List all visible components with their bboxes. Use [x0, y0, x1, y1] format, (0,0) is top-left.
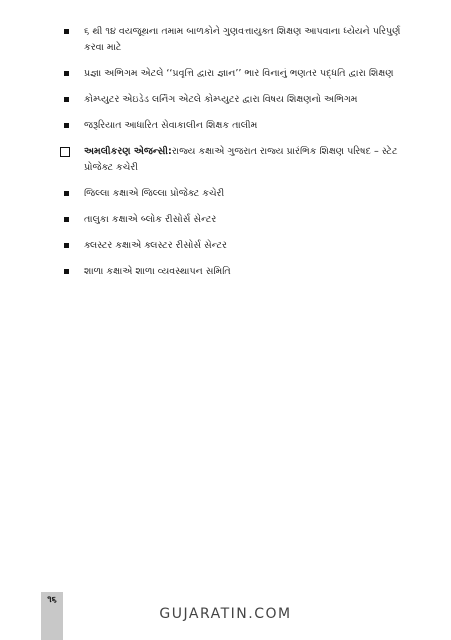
- sub-bullet-item: [62, 186, 422, 202]
- bullet-text: શાળા કક્ષાએ શાળા વ્યવસ્થાપન સમિતિ: [84, 266, 231, 277]
- sub-bullet-item: [62, 212, 422, 228]
- square-bullet-icon: [64, 191, 69, 196]
- square-bullet-icon: [64, 29, 69, 34]
- bullet-item: [62, 66, 422, 82]
- square-bullet-icon: [64, 243, 69, 248]
- page-content: [62, 24, 422, 290]
- agency-text: રાજ્ય કક્ષાએ ગુજરાત રાજ્ય પ્રારંભિક શિક્ષણ પરિષદ – સ્ટેટ પ્રોજેક્ટ કચેરી: [84, 146, 398, 173]
- square-bullet-icon: [64, 217, 69, 222]
- square-bullet-icon: [64, 71, 69, 76]
- agency-item: [62, 144, 422, 176]
- page-number: ૧૬: [47, 595, 57, 605]
- square-bullet-icon: [64, 123, 69, 128]
- bullet-item: [62, 92, 422, 108]
- agency-label: અમલીકરણ એજન્સી:: [84, 146, 172, 157]
- sub-bullet-item: [62, 238, 422, 254]
- watermark-text: GUJARATIN.COM: [159, 606, 292, 622]
- bullet-text: પ્રજ્ઞા અભિગમ એટલે ‘‘પ્રવૃત્તિ દ્વારા જ્ઞાન’’ ભાર વિનાનું ભણતર પદ્ધતિ દ્વારા શિક્ષણ: [84, 68, 394, 79]
- bullet-text: ૬ થી ૧૪ વયજૂથના તમામ બાળકોને ગુણવત્તાયુક્ત શિક્ષણ આપવાના ધ્યેયને પરિપુર્ણ કરવા માટે: [84, 26, 401, 53]
- checkbox-bullet-icon: [60, 147, 70, 157]
- bullet-item: [62, 118, 422, 134]
- bullet-text: જિલ્લા કક્ષાએ જિલ્લા પ્રોજેક્ટ કચેરી: [84, 188, 225, 199]
- sub-bullet-item: [62, 264, 422, 280]
- square-bullet-icon: [64, 97, 69, 102]
- square-bullet-icon: [64, 269, 69, 274]
- bullet-item: [62, 24, 422, 56]
- bullet-text: ક્લસ્ટર કક્ષાએ ક્લસ્ટર રીસોર્સ સેન્ટર: [84, 240, 227, 251]
- bullet-text: તાલુકા કક્ષાએ બ્લોક રીસોર્સ સેન્ટર: [84, 214, 217, 225]
- bullet-text: કોમ્પ્યુટર એઇડેડ લર્નિંગ એટલે કોમ્પ્યુટર દ્વારા વિષય શિક્ષણનો અભિગમ: [84, 94, 358, 105]
- bullet-text: જરૂરિયાત આધારિત સેવાકાલીન શિક્ષક તાલીમ: [84, 120, 258, 131]
